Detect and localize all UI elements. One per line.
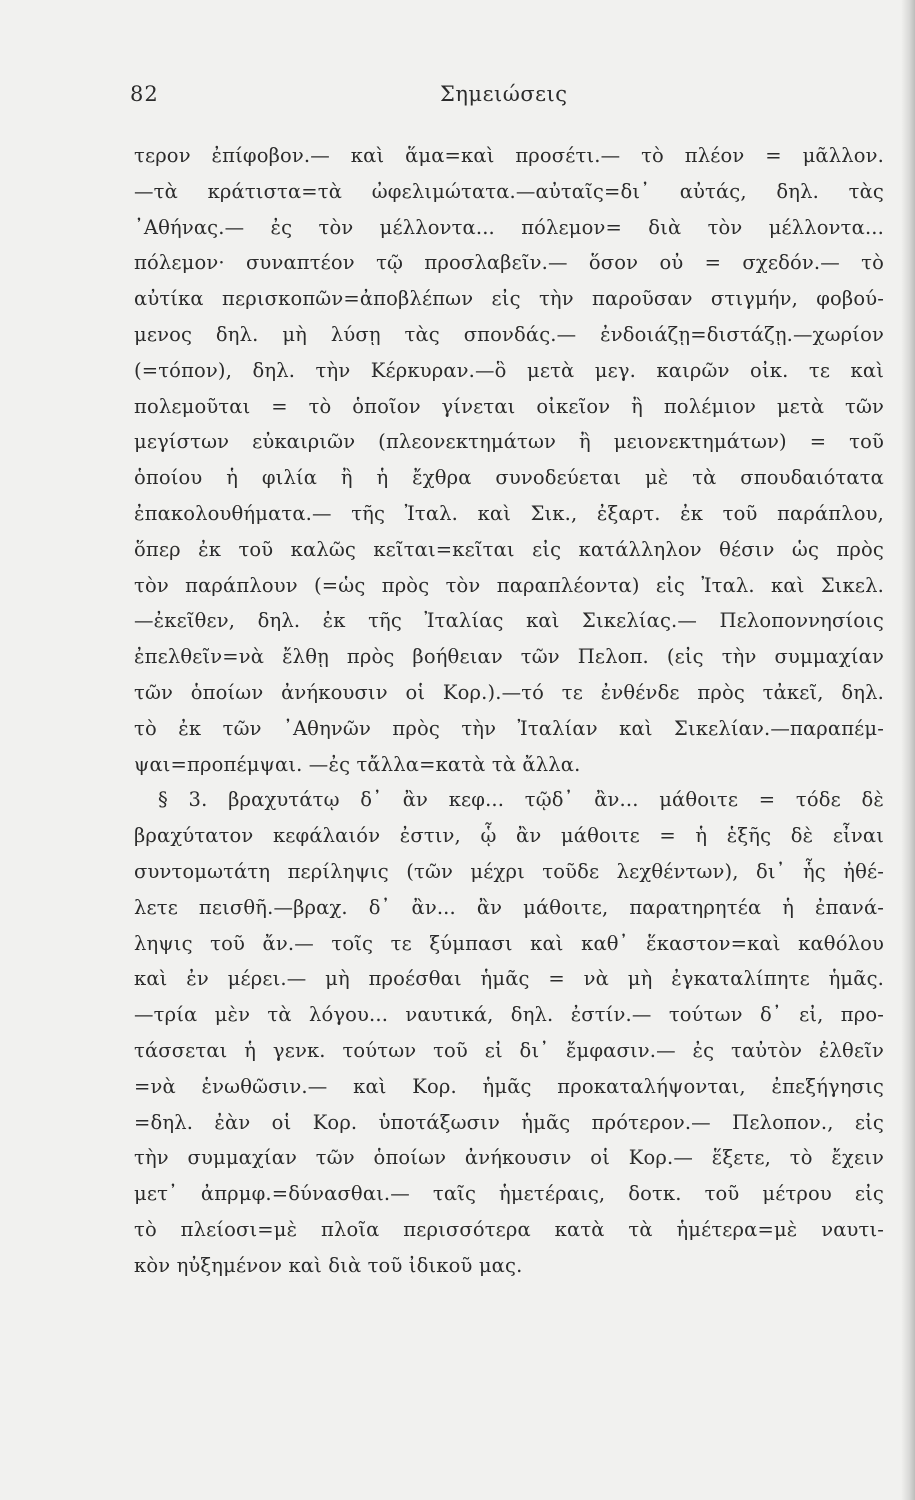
page-header (130, 82, 880, 116)
page-number: 82 (130, 82, 159, 106)
running-head: Σημειώσεις (440, 82, 568, 106)
text-line: —τρία μὲν τὰ λόγου... ναυτικά, δηλ. ἐστίν.— τούτων δ᾽ εἰ, προ- (134, 1003, 884, 1027)
text-line: § 3. βραχυτάτῳ δ᾽ ἂν κεφ... τῷδ᾽ ἂν... μάθοιτε = τόδε δὲ (158, 788, 884, 812)
text-line: τῶν ὁποίων ἀνήκουσιν οἱ Κορ.).—τό τε ἐνθένδε πρὸς τἀκεῖ, δηλ. (134, 680, 884, 704)
text-line: βραχύτατον κεφάλαιόν ἐστιν, ᾧ ἂν μάθοιτε = ἡ ἑξῆς δὲ εἶναι (134, 824, 884, 848)
text-line: καὶ ἐν μέρει.— μὴ προέσθαι ἡμᾶς = νὰ μὴ ἐγκαταλίπητε ἡμᾶς. (134, 967, 884, 991)
text-line: —ἐκεῖθεν, δηλ. ἐκ τῆς Ἰταλίας καὶ Σικελίας.— Πελοποννησίοις (134, 609, 884, 633)
text-line: τὸν παράπλουν (=ὡς πρὸς τὸν παραπλέοντα) εἰς Ἰταλ. καὶ Σικελ. (134, 573, 884, 597)
text-line: =δηλ. ἐὰν οἱ Κορ. ὑποτάξωσιν ἡμᾶς πρότερον.— Πελοπον., εἰς (134, 1110, 884, 1134)
text-line: ὁποίου ἡ φιλία ἢ ἡ ἔχθρα συνοδεύεται μὲ τὰ σπουδαιότατα (134, 466, 884, 490)
text-line: ἐπακολουθήματα.— τῆς Ἰταλ. καὶ Σικ., ἐξαρτ. ἐκ τοῦ παράπλου, (134, 501, 884, 525)
text-line: —τὰ κράτιστα=τὰ ὠφελιμώτατα.—αὐταῖς=δι᾽ αὐτάς, δηλ. τὰς (134, 179, 884, 203)
text-line: ᾽Αθήνας.— ἐς τὸν μέλλοντα... πόλεμον= διὰ τὸν μέλλοντα... (134, 215, 884, 239)
text-line: αὐτίκα περισκοπῶν=ἀποβλέπων εἰς τὴν παροῦσαν στιγμήν, φοβού- (134, 287, 884, 311)
text-line: πολεμοῦται = τὸ ὁποῖον γίνεται οἰκεῖον ἢ πολέμιον μετὰ τῶν (134, 394, 884, 418)
text-line: ὅπερ ἐκ τοῦ καλῶς κεῖται=κεῖται εἰς κατάλληλον θέσιν ὡς πρὸς (134, 537, 884, 561)
text-line: μετ᾽ ἀπρμφ.=δύνασθαι.— ταῖς ἡμετέραις, δοτκ. τοῦ μέτρου εἰς (134, 1182, 884, 1206)
text-line: συντομωτάτη περίληψις (τῶν μέχρι τοῦδε λεχθέντων), δι᾽ ἧς ἠθέ- (134, 859, 884, 883)
text-line: τὴν συμμαχίαν τῶν ὁποίων ἀνήκουσιν οἱ Κορ.— ἕξετε, τὸ ἔχειν (134, 1146, 884, 1170)
text-line: τὸ πλείοσι=μὲ πλοῖα περισσότερα κατὰ τὰ ἡμέτερα=μὲ ναυτι- (134, 1217, 884, 1241)
text-line: τὸ ἐκ τῶν ᾽Αθηνῶν πρὸς τὴν Ἰταλίαν καὶ Σικελίαν.—παραπέμ- (134, 716, 884, 740)
text-line: κὸν ηὐξημένον καὶ διὰ τοῦ ἰδικοῦ μας. (134, 1253, 523, 1277)
text-line: λετε πεισθῆ.—βραχ. δ᾽ ἂν... ἂν μάθοιτε, παρατηρητέα ἡ ἐπανά- (134, 895, 884, 919)
text-line: μενος δηλ. μὴ λύσῃ τὰς σπονδάς.— ἐνδοιάζῃ=διστάζῃ.—χωρίον (134, 322, 884, 346)
text-line: τερον ἐπίφοβον.— καὶ ἅμα=καὶ προσέτι.— τὸ πλέον = μᾶλλον. (134, 144, 884, 167)
text-line: =νὰ ἑνωθῶσιν.— καὶ Κορ. ἡμᾶς προκαταλήψονται, ἐπεξήγησις (134, 1074, 884, 1098)
text-line: ψαι=προπέμψαι. —ἐς τἄλλα=κατὰ τὰ ἄλλα. (134, 752, 581, 776)
page-edge-shadow (901, 0, 915, 1500)
notes-body (134, 138, 884, 1284)
text-line: ἐπελθεῖν=νὰ ἔλθῃ πρὸς βοήθειαν τῶν Πελοπ. (εἰς τὴν συμμαχίαν (134, 645, 884, 669)
text-line: ληψις τοῦ ἄν.— τοῖς τε ξύμπασι καὶ καθ᾽ ἕκαστον=καὶ καθόλου (134, 931, 884, 955)
text-line: τάσσεται ἡ γενκ. τούτων τοῦ εἰ δι᾽ ἔμφασιν.— ἐς ταὐτὸν ἐλθεῖν (134, 1038, 884, 1062)
text-line: μεγίστων εὐκαιριῶν (πλεονεκτημάτων ἢ μειονεκτημάτων) = τοῦ (134, 430, 884, 454)
text-line: πόλεμον· συναπτέον τῷ προσλαβεῖν.— ὅσον οὐ = σχεδόν.— τὸ (134, 251, 884, 275)
text-line: (=τόπον), δηλ. τὴν Κέρκυραν.—ὃ μετὰ μεγ. καιρῶν οἰκ. τε καὶ (134, 358, 884, 382)
